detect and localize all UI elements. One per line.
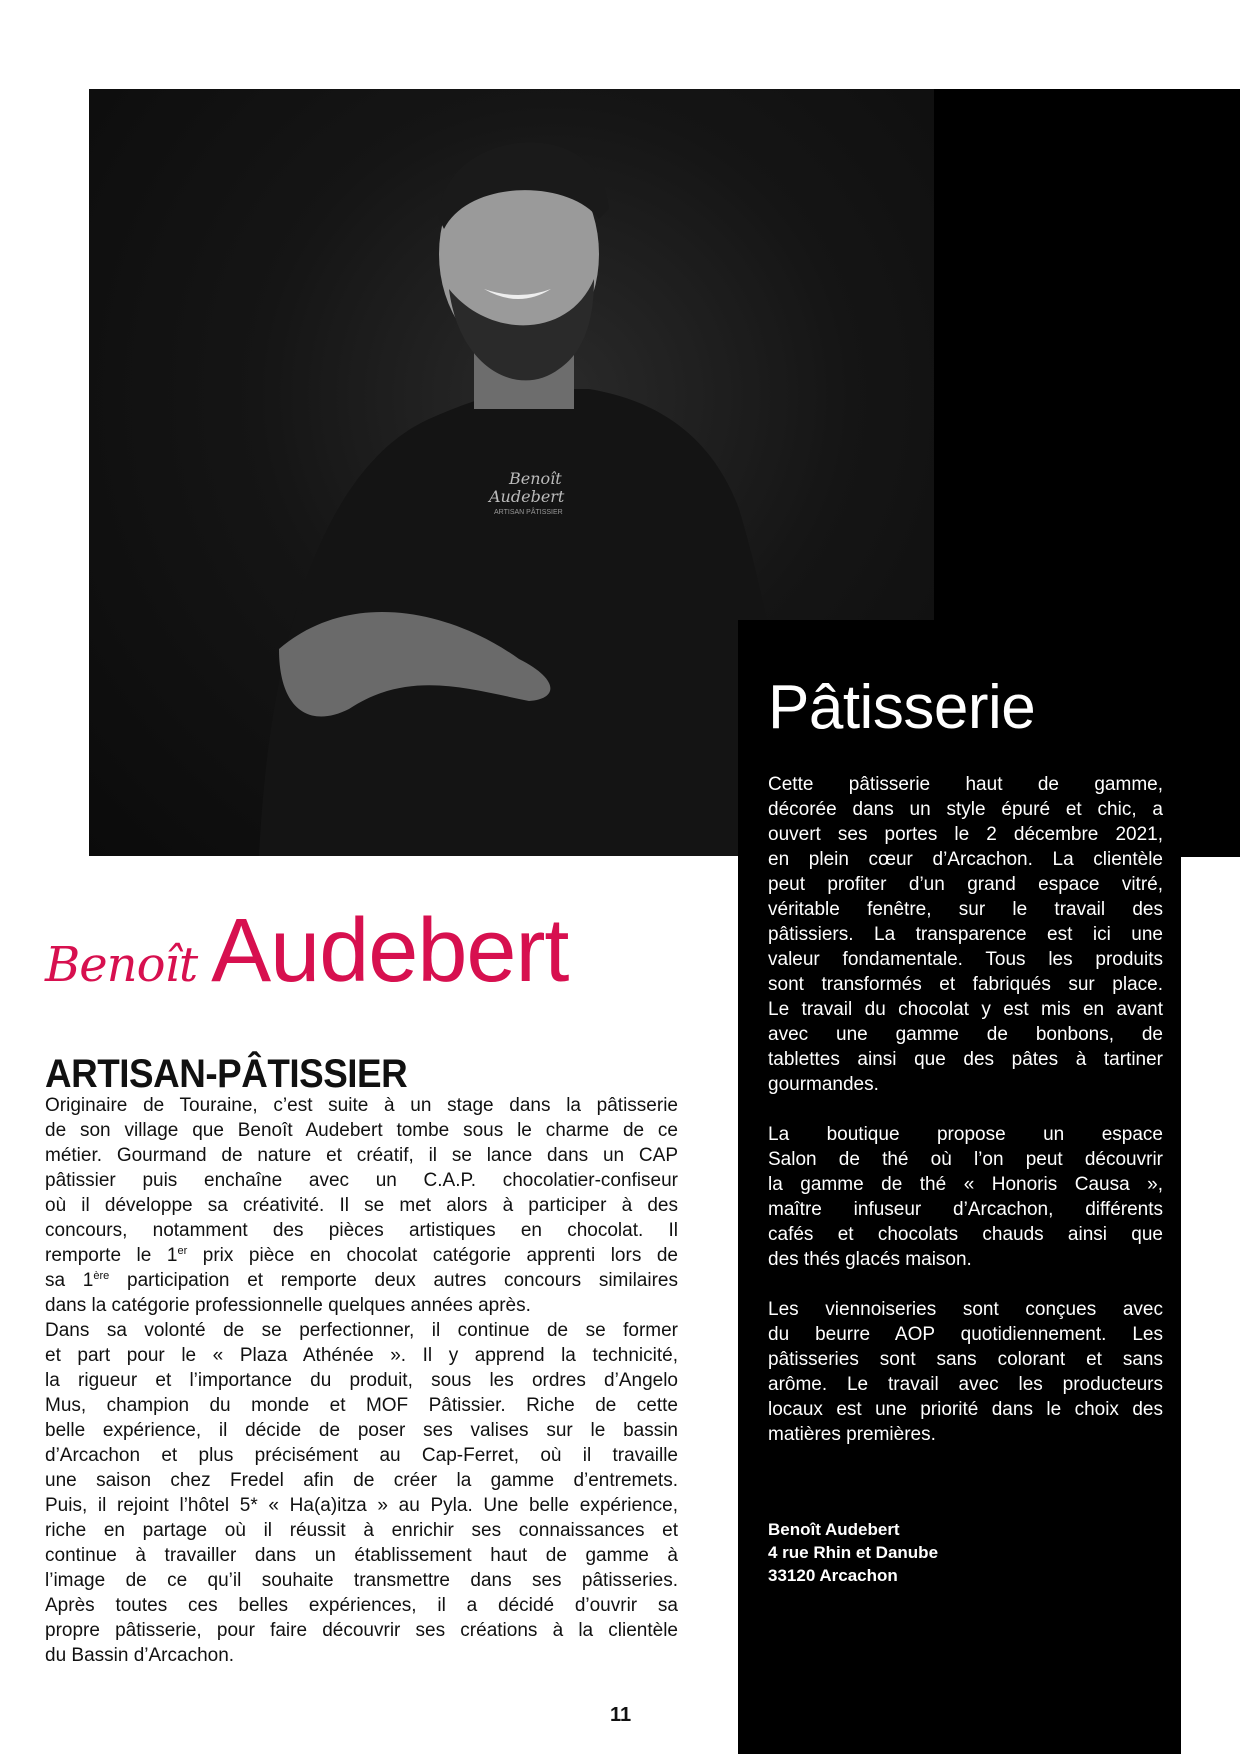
bio-line: riche en partage où il réussit à enrichir ses connaissances et: [45, 1520, 678, 1541]
column-line: cafés et chocolats chauds ainsi que: [768, 1224, 1163, 1245]
bio-line: où il développe sa créativité. Il se met alors à participer à des: [45, 1195, 678, 1216]
bio-line: l’image de ce qu’il souhaite transmettre dans ses pâtisseries.: [45, 1570, 678, 1591]
page-title: [45, 900, 568, 1003]
address-name: Benoît Audebert: [768, 1520, 900, 1539]
last-name: Audebert: [211, 901, 569, 1001]
bio-line: une saison chez Fredel afin de créer la gamme d’entremets.: [45, 1470, 678, 1491]
svg-text:ARTISAN PÂTISSIER: ARTISAN PÂTISSIER: [494, 509, 563, 516]
bio-line: la rigueur et l’importance du produit, sous les ordres d’Angelo: [45, 1370, 678, 1391]
bio-line: dans la catégorie professionnelle quelques années après.: [45, 1295, 531, 1316]
column-line: pâtissiers. La transparence est ici une: [768, 924, 1163, 945]
bio-line: du Bassin d’Arcachon.: [45, 1645, 235, 1666]
first-name: Benoît: [45, 937, 198, 993]
bio-line: Après toutes ces belles expériences, il a décidé d’ouvrir sa: [45, 1595, 678, 1616]
bio-line: remporte le 1er prix pièce en chocolat catégorie apprenti lors de: [45, 1245, 678, 1266]
column-title: Pâtisserie: [768, 673, 1036, 742]
column-line: avec une gamme de bonbons, de: [768, 1024, 1163, 1045]
column-line: pâtisseries sont sans colorant et sans: [768, 1349, 1163, 1370]
bio-line: sa 1ère participation et remporte deux autres concours similaires: [45, 1270, 678, 1291]
column-line: arôme. Le travail avec les producteurs: [768, 1374, 1163, 1395]
svg-text:Audebert: Audebert: [489, 487, 565, 506]
address-city: 33120 Arcachon: [768, 1566, 898, 1585]
column-line: décorée dans un style épuré et chic, a: [768, 799, 1163, 820]
column-line: Cette pâtisserie haut de gamme,: [768, 774, 1163, 795]
bio-line: Originaire de Touraine, c’est suite à un stage dans la pâtisserie: [45, 1095, 678, 1116]
column-line: véritable fenêtre, sur le travail des: [768, 899, 1163, 920]
bio-line: continue à travailler dans un établissement haut de gamme à: [45, 1545, 678, 1566]
bio-line: pâtissier puis enchaîne avec un C.A.P. chocolatier-confiseur: [45, 1170, 678, 1191]
column-line: gourmandes.: [768, 1074, 879, 1095]
bio-line: propre pâtisserie, pour faire découvrir ses créations à la clientèle: [45, 1620, 678, 1641]
column-line: Les viennoiseries sont conçues avec: [768, 1299, 1163, 1320]
jacket-logo: Benoît: [509, 469, 562, 488]
address-block: [768, 1518, 938, 1587]
column-line: ouvert ses portes le 2 décembre 2021,: [768, 824, 1163, 845]
column-line: peut profiter d’un grand espace vitré,: [768, 874, 1163, 895]
role-subtitle: ARTISAN-PÂTISSIER: [45, 1052, 408, 1096]
bio-line: Puis, il rejoint l’hôtel 5* « Ha(a)itza » au Pyla. Une belle expérience,: [45, 1495, 678, 1516]
paragraph-gap: [768, 1272, 1163, 1297]
bio-line: métier. Gourmand de nature et créatif, il se lance dans un CAP: [45, 1145, 678, 1166]
bio-line: belle expérience, il décide de poser ses valises sur le bassin: [45, 1420, 678, 1441]
bio-line: Mus, champion du monde et MOF Pâtissier. Riche de cette: [45, 1395, 678, 1416]
column-line: La boutique propose un espace: [768, 1124, 1163, 1145]
address-street: 4 rue Rhin et Danube: [768, 1543, 939, 1562]
column-line: du beurre AOP quotidiennement. Les: [768, 1324, 1163, 1345]
bio-line: concours, notamment des pièces artistiques en chocolat. Il: [45, 1220, 678, 1241]
column-line: en plein cœur d’Arcachon. La clientèle: [768, 849, 1163, 870]
column-text: [768, 772, 1163, 1447]
bio-line: de son village que Benoît Audebert tombe sous le charme de ce: [45, 1120, 678, 1141]
column-line: maître infuseur d’Arcachon, différents: [768, 1199, 1163, 1220]
column-line: tablettes ainsi que des pâtes à tartiner: [768, 1049, 1163, 1070]
column-line: locaux est une priorité dans le choix des: [768, 1399, 1163, 1420]
column-line: Le travail du chocolat y est mis en avant: [768, 999, 1163, 1020]
column-line: la gamme de thé « Honoris Causa »,: [768, 1174, 1163, 1195]
column-line: valeur fondamentale. Tous les produits: [768, 949, 1163, 970]
bio-line: Dans sa volonté de se perfectionner, il continue de se former: [45, 1320, 678, 1341]
bio-line: d’Arcachon et plus précisément au Cap-Ferret, où il travaille: [45, 1445, 678, 1466]
column-line: matières premières.: [768, 1424, 936, 1445]
column-line: des thés glacés maison.: [768, 1249, 972, 1270]
column-line: Salon de thé où l’on peut découvrir: [768, 1149, 1163, 1170]
bio-text: [45, 1093, 678, 1668]
page-number: 11: [610, 1704, 632, 1726]
bio-line: et part pour le « Plaza Athénée ». Il y apprend la technicité,: [45, 1345, 678, 1366]
column-line: sont transformés et fabriqués sur place.: [768, 974, 1163, 995]
paragraph-gap: [768, 1097, 1163, 1122]
